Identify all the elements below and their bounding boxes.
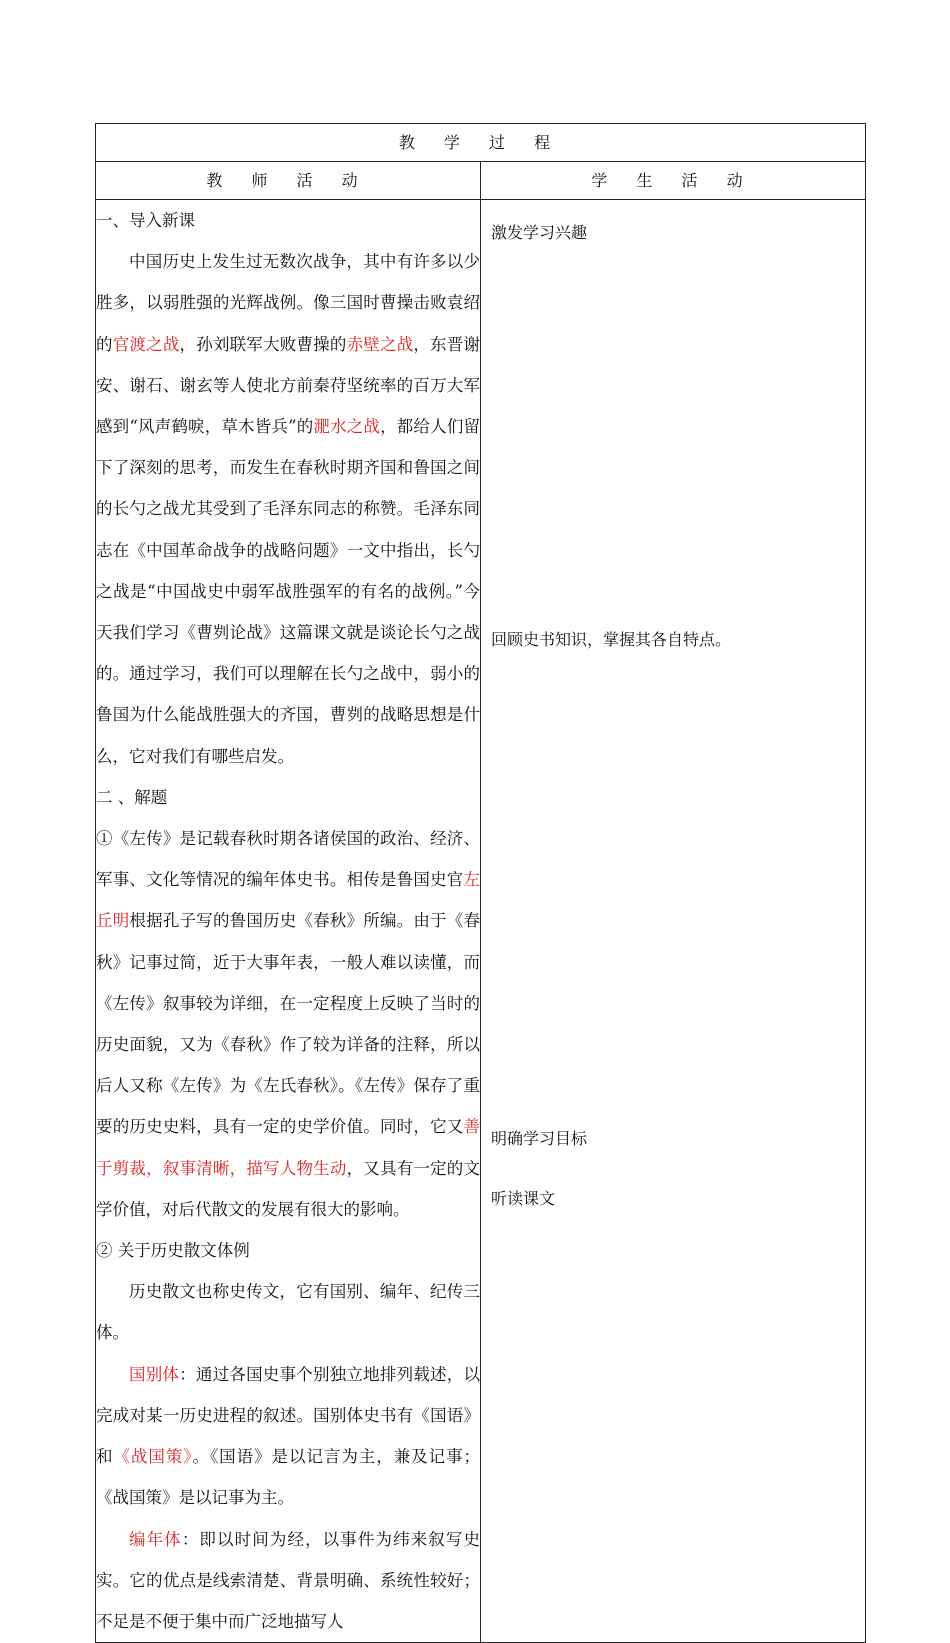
highlight-guandu: 官渡之战 [112, 334, 180, 354]
student-item-goals: 明确学习目标 [491, 1129, 588, 1148]
section-heading-intro: 一、导入新课 [96, 211, 195, 230]
text-run: 。《国语》是以记言为主，兼及记事；《战国策》是以记事为主。 [96, 1447, 481, 1508]
teacher-activity-header: 教 师 活 动 [96, 162, 481, 200]
paragraph-biannian [96, 1519, 480, 1643]
student-activity-cell [481, 200, 866, 1643]
text-run: ①《左传》是记载春秋时期各诸侯国的政治、经济、军事、文化等情况的编年体史书。相传是鲁国史官 [96, 829, 480, 890]
student-item-review: 回顾史书知识，掌握其各自特点。 [491, 630, 732, 649]
paragraph-intro [96, 241, 480, 777]
highlight-zuoqiuming: 左丘明 [96, 870, 480, 931]
highlight-feishui: 淝水之战 [313, 417, 381, 437]
paragraph-prose-forms: 历史散文也称史传文，它有国别、编年、纪传三体。 [96, 1282, 480, 1343]
text-run: ，都给人们留下了深刻的思考，而发生在春秋时期齐国和鲁国之间的长勺之战尤其受到了毛泽东同志的称赞。毛泽东同志在《中国革命战争的战略问题》一文中指出，长勺之战是“中国战史中弱军战胜强军的有名的战例。”今天我们学习《曹刿论战》这篇课文就是谈论长勺之战的。通过学习，我们可以理解在长勺之战中，弱小的鲁国为什么能战胜强大的齐国，曹刿的战略思想是什么，它对我们有哪些启发。 [96, 417, 481, 766]
student-activity-header: 学 生 活 动 [481, 162, 866, 200]
highlight-zhanguoce: 《战国策》 [113, 1447, 193, 1467]
text-run: ，东晋谢安、谢石、谢玄等人使北方前秦苻坚统率的百万大军感到“风声鹤唳，草木皆兵”的 [96, 334, 481, 437]
paragraph-zuozhuan [96, 818, 480, 1230]
section-heading-title: 二 、解题 [96, 787, 168, 807]
text-run: ：通过各国史事个别独立地排列载述，以完成对某一历史进程的叙述。国别体史书有《国语》和 [96, 1364, 481, 1467]
highlight-guobie: 国别体 [129, 1364, 180, 1384]
student-item-interest: 激发学习兴趣 [491, 223, 588, 242]
subheading-prose-forms: ② 关于历史散文体例 [96, 1241, 250, 1261]
text-run: ，孙刘联军大败曹操的 [179, 334, 347, 354]
teaching-process-table [95, 123, 866, 1643]
text-run: 根据孔子写的鲁国历史《春秋》所编。由于《春秋》记事过简，近于大事年表，一般人难以读懂，而《左传》叙事较为详细，在一定程度上反映了当时的历史面貌，又为《春秋》作了较为详备的注释，所以后人又称《左传》为《左氏春秋》。《左传》保存了重要的历史史料，具有一定的史学价值。同时，它又 [96, 911, 481, 1137]
text-run: ，又具有一定的文学价值，对后代散文的发展有很大的影响。 [96, 1158, 481, 1219]
highlight-chibi: 赤壁之战 [346, 334, 414, 354]
student-item-listen: 听读课文 [491, 1189, 556, 1208]
teacher-activity-cell [96, 200, 481, 1643]
text-run: ：即以时间为经，以事件为纬来叙写史实。它的优点是线索清楚、背景明确、系统性较好；不足是不便于集中而广泛地描写人 [96, 1529, 481, 1631]
table-title: 教 学 过 程 [96, 124, 866, 162]
text-run: 中国历史上发生过无数次战争，其中有许多以少胜多，以弱胜强的光辉战例。像三国时曹操击败袁绍的 [96, 252, 480, 354]
paragraph-guobie [96, 1354, 480, 1519]
highlight-literary-traits: 善于剪裁，叙事清晰，描写人物生动 [96, 1117, 480, 1178]
highlight-biannian: 编年体 [129, 1529, 182, 1549]
